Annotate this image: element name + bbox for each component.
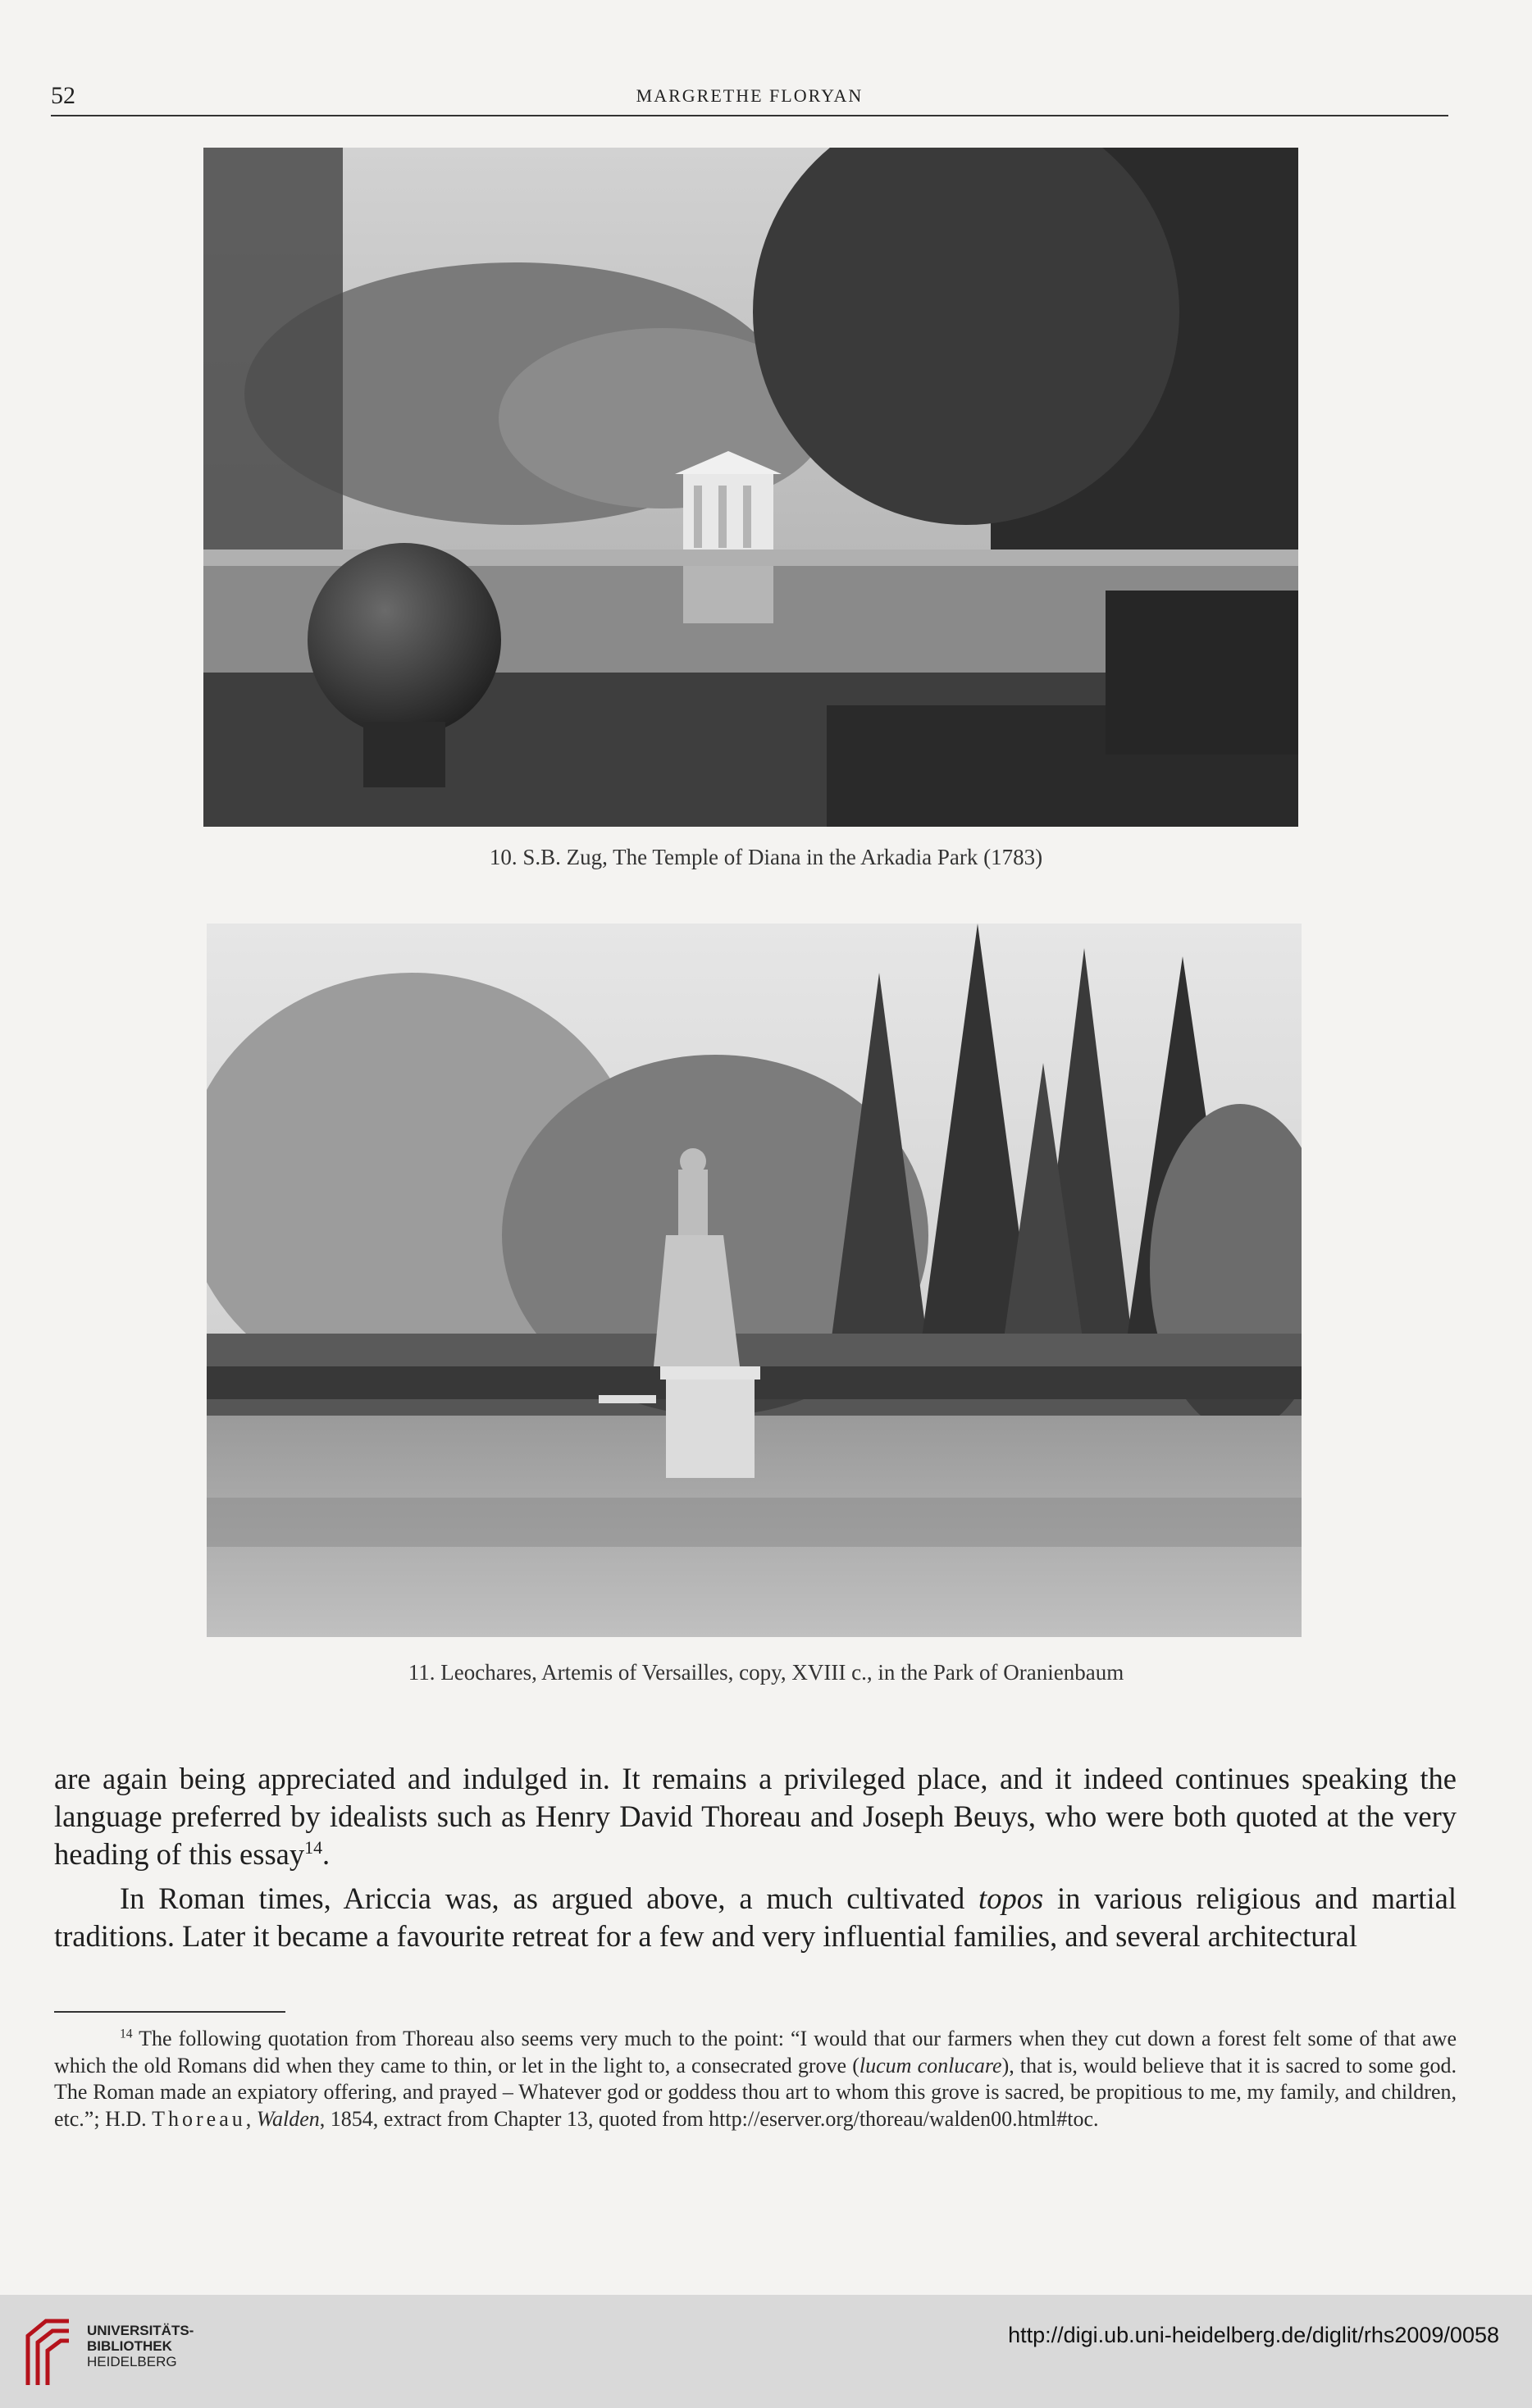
library-logo-icon[interactable] xyxy=(21,2315,75,2390)
paragraph-1 xyxy=(54,1760,1457,1873)
paragraph-1-text: are again being appreciated and indulged in. It remains a privileged place, and it indeed continues speaking the language preferred by idealists such as Henry David Thoreau and Joseph Beuys, who were both quoted at the very heading of this essay xyxy=(54,1762,1457,1871)
footnote-number: 14 xyxy=(120,2027,133,2041)
temple-shape xyxy=(675,451,782,623)
footnote-text-2: ), that is, would believe that it is sacred to some god. The Roman made an expiatory offering, and prayed – Whatever god or goddess thou art to whom this grove is sacred, be propitious to me, my family, and children, etc.”; H.D. xyxy=(54,2053,1457,2131)
footnote-text-3: , xyxy=(245,2106,257,2131)
footnote-text-1: The following quotation from Thoreau also seems very much to the point: “I would that our farmers when they cut down a forest felt some of that awe which the old Romans did when they came to thin, or let in the light to, a consecrated grove ( xyxy=(54,2027,1457,2077)
footnote-divider xyxy=(54,2011,285,2013)
library-name-line1: UNIVERSITÄTS- xyxy=(87,2323,194,2338)
paragraph-2-text: In Roman times, Ariccia was, as argued above, a much cultivated xyxy=(120,1881,979,1915)
paragraph-2-text-cont: in various religious and martial traditions. Later it became a favourite retreat for a few and very influential families, and several architectural xyxy=(54,1881,1457,1953)
figure-11-photo xyxy=(207,924,1302,1637)
footnote-14 xyxy=(54,2026,1457,2132)
footnote-italic-latin: lucum conlucare xyxy=(859,2053,1002,2077)
library-name-line2: BIBLIOTHEK xyxy=(87,2338,172,2354)
figure-10-photo xyxy=(203,148,1298,827)
running-head: MARGRETHE FLORYAN xyxy=(636,85,864,106)
italic-topos: topos xyxy=(978,1881,1044,1915)
footer-bar xyxy=(0,2295,1532,2408)
page-number: 52 xyxy=(51,82,75,109)
figure-11-caption: 11. Leochares, Artemis of Versailles, copy, XVIII c., in the Park of Oranienbaum xyxy=(408,1660,1124,1685)
footnote-italic-walden: Walden xyxy=(256,2106,320,2131)
footnote-ref-14[interactable]: 14 xyxy=(304,1836,323,1858)
library-name-line3: HEIDELBERG xyxy=(87,2354,177,2369)
figure-10-caption: 10. S.B. Zug, The Temple of Diana in the Arkadia Park (1783) xyxy=(489,845,1043,869)
paragraph-1-end: . xyxy=(322,1837,331,1871)
page-header xyxy=(51,79,1448,116)
footnote-author: Thoreau xyxy=(152,2106,246,2131)
footnote-text-4: , 1854, extract from Chapter 13, quoted from http://eserver.org/thoreau/walden00.html#toc. xyxy=(319,2106,1099,2131)
digital-library-url[interactable]: http://digi.ub.uni-heidelberg.de/diglit/rhs2009/0058 xyxy=(1008,2323,1499,2347)
library-name[interactable] xyxy=(87,2323,194,2369)
paragraph-2 xyxy=(54,1880,1457,1955)
